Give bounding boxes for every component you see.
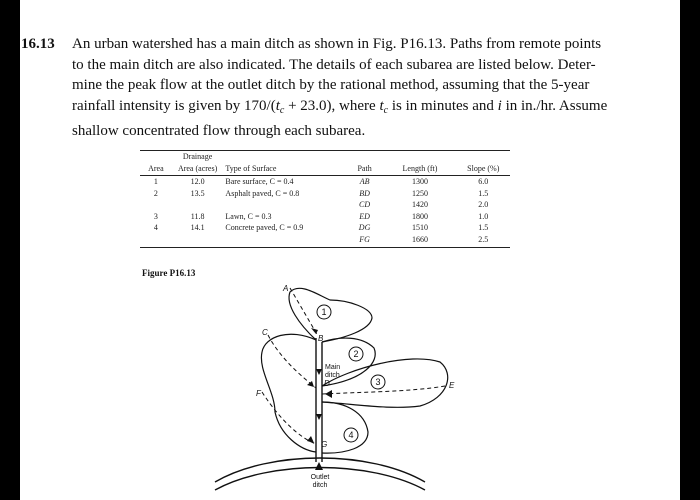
main-ditch-label-1: Main [325, 364, 341, 371]
area-3-label: 3 [375, 377, 381, 387]
area-4-label: 4 [348, 430, 354, 440]
cell-length: 1660 [383, 234, 456, 248]
header-drainage-line1: Drainage [182, 152, 213, 161]
header-path: Path [346, 151, 384, 176]
line4-part-a: rainfall intensity is given by 170/( [72, 97, 276, 114]
cell-drainage: 14.1 [190, 223, 205, 232]
area-1-label: 1 [321, 307, 327, 317]
point-b-label: B [318, 334, 324, 343]
cell-type: Concrete paved, C = 0.9 [225, 223, 304, 232]
header-area: Area [140, 151, 172, 176]
tc-subscript: c [383, 104, 389, 116]
cell-length: 1800 [411, 211, 428, 221]
cell-length: 1250 [411, 188, 428, 198]
problem-number: 16.13 [21, 36, 55, 52]
point-f-label: F [256, 389, 261, 398]
cell-path: ED [359, 211, 370, 221]
header-drainage-line2: Area (acres) [177, 163, 218, 173]
point-a-label: A [283, 284, 289, 293]
ditch-arrow-icon [316, 369, 322, 375]
outlet-label-1: Outlet [310, 474, 330, 481]
cell-path: AB [359, 177, 370, 186]
flow-path-fg [262, 392, 316, 444]
cell-type: Asphalt paved, C = 0.8 [225, 188, 300, 198]
header-type: Type of Surface [223, 151, 345, 176]
cell-drainage: 11.8 [190, 211, 205, 221]
arrow-icon [307, 436, 314, 443]
main-ditch-label-2: ditch [325, 372, 340, 379]
cell-type: Lawn, C = 0.3 [225, 211, 272, 221]
flow-path-ed [322, 386, 445, 394]
point-c-label: C [262, 328, 268, 337]
problem-line-2: to the main ditch are also indicated. The details of each subarea are listed below. Deter- [72, 56, 596, 73]
cell-area: 4 [153, 223, 158, 232]
cell-length: 1420 [411, 200, 428, 209]
tc-symbol: t [275, 97, 280, 114]
flow-path-ab [290, 288, 318, 336]
left-subarea-boundary [261, 334, 316, 452]
problem-line-3: mine the peak flow at the outlet ditch by the rational method, assuming that the 5-year [72, 77, 590, 93]
ditch-arrow-icon [316, 414, 322, 420]
arrow-icon [311, 328, 318, 334]
cell-slope: 6.0 [478, 177, 489, 186]
outlet-label-2: ditch [312, 482, 328, 489]
flow-path-cd [268, 335, 316, 388]
line4-part-b: + 23.0), where [284, 97, 380, 114]
cell-area: 2 [153, 188, 158, 198]
arrow-icon [325, 390, 332, 398]
figure-caption: Figure P16.13 [142, 268, 196, 278]
cell-path: DG [358, 223, 371, 232]
cell-drainage: 13.5 [190, 188, 205, 198]
cell-area: 1 [153, 177, 158, 186]
i-symbol: i [497, 97, 502, 114]
area-2-label: 2 [353, 349, 359, 359]
cell-path: BD [359, 188, 370, 198]
cell-type: Bare surface, C = 0.4 [225, 177, 294, 186]
cell-area: 3 [153, 211, 158, 221]
cell-slope: 1.0 [478, 211, 489, 221]
cell-slope: 2.0 [478, 200, 489, 209]
problem-line-5: shallow concentrated flow through each subarea. [72, 123, 366, 139]
tc-symbol: t [379, 97, 384, 114]
cell-slope: 1.5 [478, 188, 489, 198]
cell-slope: 2.5 [457, 234, 510, 248]
cell-length: 1300 [411, 177, 428, 186]
line4-part-d: in in./hr. Assume [501, 97, 608, 114]
subarea-4-boundary [322, 402, 368, 453]
header-slope: Slope (%) [457, 151, 510, 176]
cell-length: 1510 [411, 223, 428, 232]
cell-path: FG [346, 234, 384, 248]
cell-slope: 1.5 [478, 223, 489, 232]
cell-drainage: 12.0 [190, 177, 205, 186]
point-g-label: G [321, 440, 328, 449]
arrow-icon [307, 381, 314, 387]
cell-path: CD [359, 200, 371, 209]
point-e-label: E [449, 381, 455, 390]
point-d-label: D [324, 379, 330, 388]
problem-line-1: An urban watershed has a main ditch as shown in Fig. P16.13. Paths from remote points [72, 36, 602, 52]
outlet-arrow-icon [315, 462, 323, 470]
tc-subscript: c [279, 104, 285, 116]
header-length: Length (ft) [383, 151, 456, 176]
line4-part-c: is in minutes and [388, 97, 498, 114]
